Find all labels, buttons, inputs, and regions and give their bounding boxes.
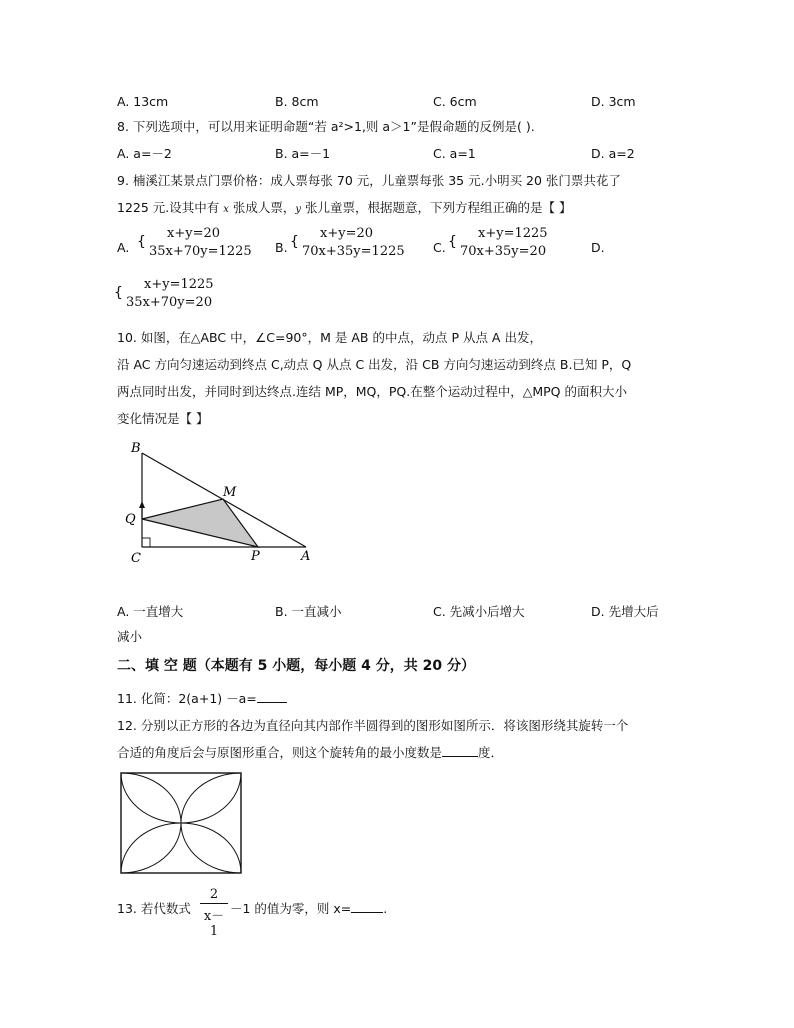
q9-c-eq1: x+y=1225 [478, 226, 548, 241]
q9-var-y: y [295, 204, 302, 215]
q10-option-a: A. 一直增大 [117, 604, 184, 619]
section-title: 二、填 空 题（本题有 5 小题，每小题 4 分，共 20 分） [117, 658, 475, 674]
q9-system-c [448, 226, 578, 266]
q9-system-a [137, 226, 267, 266]
q12-line1: 12. 分别以正方形的各边为直径向其内部作半圆得到的图形如图所示．将该图形绕其旋转一个 [117, 718, 629, 733]
q7-option-b: B. 8cm [275, 94, 319, 109]
q9-system-b [290, 226, 420, 266]
q8-text: 8. 下列选项中，可以用来证明命题“若 a²>1,则 a＞1”是假命题的反例是( ). [117, 119, 535, 134]
q13-fraction [200, 887, 228, 939]
q9-label-d: D. [591, 240, 605, 255]
q9-label-b: B. [275, 240, 288, 255]
q13-rest [230, 900, 387, 918]
q9-line1: 9. 楠溪江某景点门票价格：成人票每张 70 元，儿童票每张 35 元.小明买 20 张门票共花了 [117, 173, 621, 188]
q9-label-c: C. [433, 240, 446, 255]
q10-line1: 10. 如图，在△ABC 中，∠C=90°，M 是 AB 的中点，动点 P 从点 A 出发， [117, 330, 542, 345]
q13-prefix: 13. 若代数式 [117, 901, 191, 916]
q9-line2 [117, 199, 571, 219]
q9-a-eq1: x+y=20 [167, 226, 221, 241]
q8-option-c: C. a=1 [433, 146, 476, 161]
square-semicircles-figure [119, 771, 243, 875]
q9-system-d [114, 277, 244, 317]
q12-answer-blank [442, 744, 478, 757]
q8-option-a: A. a=－2 [117, 146, 172, 161]
q7-option-c: C. 6cm [433, 94, 477, 109]
q10-option-d: D. 先增大后 [591, 604, 659, 619]
q13-numerator: 2 [209, 887, 219, 902]
q9-d-eq2: 35x+70y=20 [126, 295, 213, 310]
label-c: C [131, 551, 141, 566]
label-b: B [131, 441, 141, 456]
q9-line2-part2: 张成人票， [228, 200, 296, 215]
q9-b-eq1: x+y=20 [320, 226, 374, 241]
q9-line2-part3: 张儿童票，根据题意，下列方程组正确的是【 】 [301, 200, 572, 215]
q13-denominator: x－1 [200, 903, 228, 939]
q9-line2-part1: 1225 元.设其中有 [117, 200, 224, 215]
triangle-figure [120, 435, 320, 570]
label-m: M [223, 485, 237, 500]
triangle-mpq [142, 499, 258, 547]
q9-brace-d: { [114, 285, 123, 301]
arrow-head [139, 501, 145, 508]
q9-label-a: A. [117, 240, 130, 255]
q11-text: 11. 化简：2(a+1) －a= [117, 691, 257, 706]
semicircle-right [181, 773, 241, 873]
q9-c-eq2: 70x+35y=20 [460, 244, 547, 259]
q7-option-d: D. 3cm [591, 94, 636, 109]
q8-option-d: D. a=2 [591, 146, 635, 161]
q8-option-b: B. a=－1 [275, 146, 331, 161]
q11 [117, 690, 287, 708]
q12-line2-part1: 合适的角度后会与原图形重合，则这个旋转角的最小度数是 [117, 745, 443, 760]
q13-answer-blank [351, 900, 383, 913]
q13-minus-one: －1 [230, 901, 251, 916]
label-p: P [251, 549, 260, 564]
q13-suffix: 的值为零，则 x= [250, 901, 352, 916]
q9-b-eq2: 70x+35y=1225 [302, 244, 405, 259]
q12-line2 [117, 744, 503, 762]
q10-option-b: B. 一直减小 [275, 604, 342, 619]
q9-brace-c: { [448, 234, 457, 250]
semicircle-top [121, 773, 241, 823]
q10-option-c: C. 先减小后增大 [433, 604, 525, 619]
q10-line2: 沿 AC 方向匀速运动到终点 C,动点 Q 从点 C 出发，沿 CB 方向匀速运动到终点 B.已知 P，Q [117, 357, 632, 372]
q7-option-a: A. 13cm [117, 94, 169, 109]
q13-end: . [383, 901, 388, 916]
semicircle-bottom [121, 823, 241, 873]
q9-brace-b: { [290, 234, 299, 250]
q9-brace-a: { [137, 234, 146, 250]
q9-d-eq1: x+y=1225 [144, 277, 214, 292]
q11-answer-blank [257, 690, 287, 703]
right-angle-mark [142, 538, 150, 547]
q12-line2-part2: 度． [478, 745, 504, 760]
label-a: A [301, 549, 311, 564]
q10-option-d-wrap: 减小 [117, 629, 143, 644]
q9-a-eq2: 35x+70y=1225 [149, 244, 252, 259]
q10-line4: 变化情况是【 】 [117, 411, 209, 426]
label-q: Q [125, 512, 136, 527]
semicircle-left [121, 773, 181, 873]
q10-line3: 两点同时出发，并同时到达终点.连结 MP，MQ，PQ.在整个运动过程中，△MPQ 的面积大小 [117, 384, 627, 399]
q9-var-x: x [223, 204, 229, 215]
